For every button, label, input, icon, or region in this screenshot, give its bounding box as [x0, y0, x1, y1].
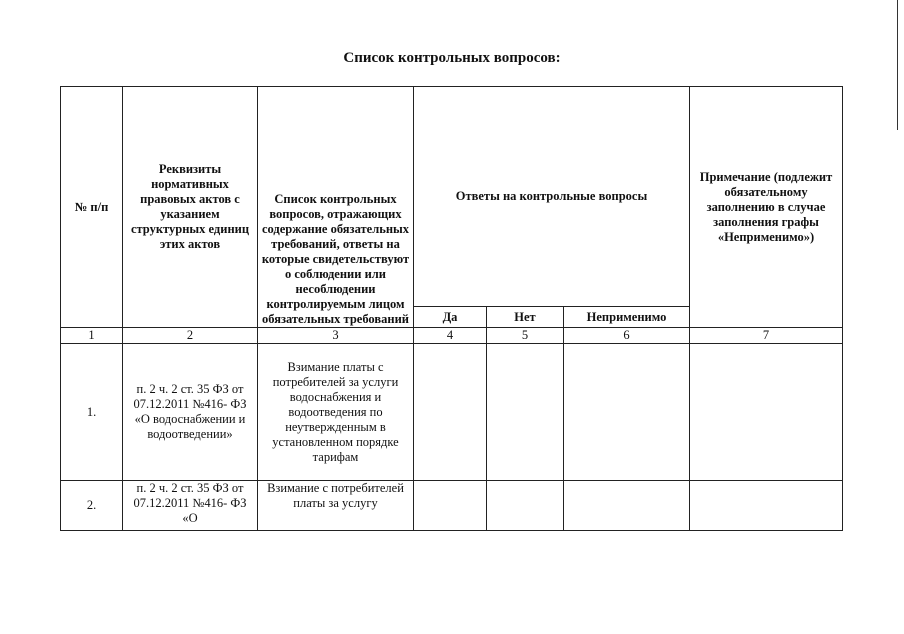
note-cell[interactable]: [690, 481, 843, 531]
page-title: Список контрольных вопросов:: [343, 50, 561, 66]
row-question: Взимание платы с потребителей за услуги водоснабжения и водоотведения по неутвержденным в установленном порядке тарифам: [258, 344, 414, 481]
header-number: № п/п: [61, 87, 123, 328]
row-requisites: п. 2 ч. 2 ст. 35 ФЗ от 07.12.2011 №416- ФЗ «О водоснабжении и водоотведении»: [123, 344, 258, 481]
column-number: 1: [61, 328, 123, 344]
column-number: 4: [414, 328, 487, 344]
column-number: 3: [258, 328, 414, 344]
row-requisites: п. 2 ч. 2 ст. 35 ФЗ от 07.12.2011 №416- ФЗ «О: [123, 481, 258, 531]
scan-edge-line: [897, 0, 898, 130]
column-number: 2: [123, 328, 258, 344]
column-number: 5: [487, 328, 564, 344]
row-question: Взимание с потребителей платы за услугу: [258, 481, 414, 531]
answer-yes-cell[interactable]: [414, 344, 487, 481]
header-note: Примечание (подлежит обязательному заполнению в случае заполнения графы «Неприменимо»): [690, 87, 843, 328]
column-number: 6: [564, 328, 690, 344]
row-number: 2.: [61, 481, 123, 531]
answer-no-cell[interactable]: [487, 344, 564, 481]
column-number: 7: [690, 328, 843, 344]
header-answer-not-applicable: Неприменимо: [564, 307, 690, 328]
header-requisites: Реквизиты нормативных правовых актов с указанием структурных единиц этих актов: [123, 87, 258, 328]
table-row: [61, 344, 843, 481]
checklist-table: [60, 86, 843, 531]
header-questions: Список контрольных вопросов, отражающих содержание обязательных требований, ответы на которые свидетельствуют о соблюдении или несоблюдении контролируемым лицом обязательных требований: [258, 87, 414, 328]
header-answers-group: Ответы на контрольные вопросы: [414, 87, 690, 307]
answer-no-cell[interactable]: [487, 481, 564, 531]
note-cell[interactable]: [690, 344, 843, 481]
header-answer-yes: Да: [414, 307, 487, 328]
row-number: 1.: [61, 344, 123, 481]
answer-not-applicable-cell[interactable]: [564, 344, 690, 481]
header-answer-no: Нет: [487, 307, 564, 328]
answer-not-applicable-cell[interactable]: [564, 481, 690, 531]
table-row: [61, 481, 843, 531]
answer-yes-cell[interactable]: [414, 481, 487, 531]
